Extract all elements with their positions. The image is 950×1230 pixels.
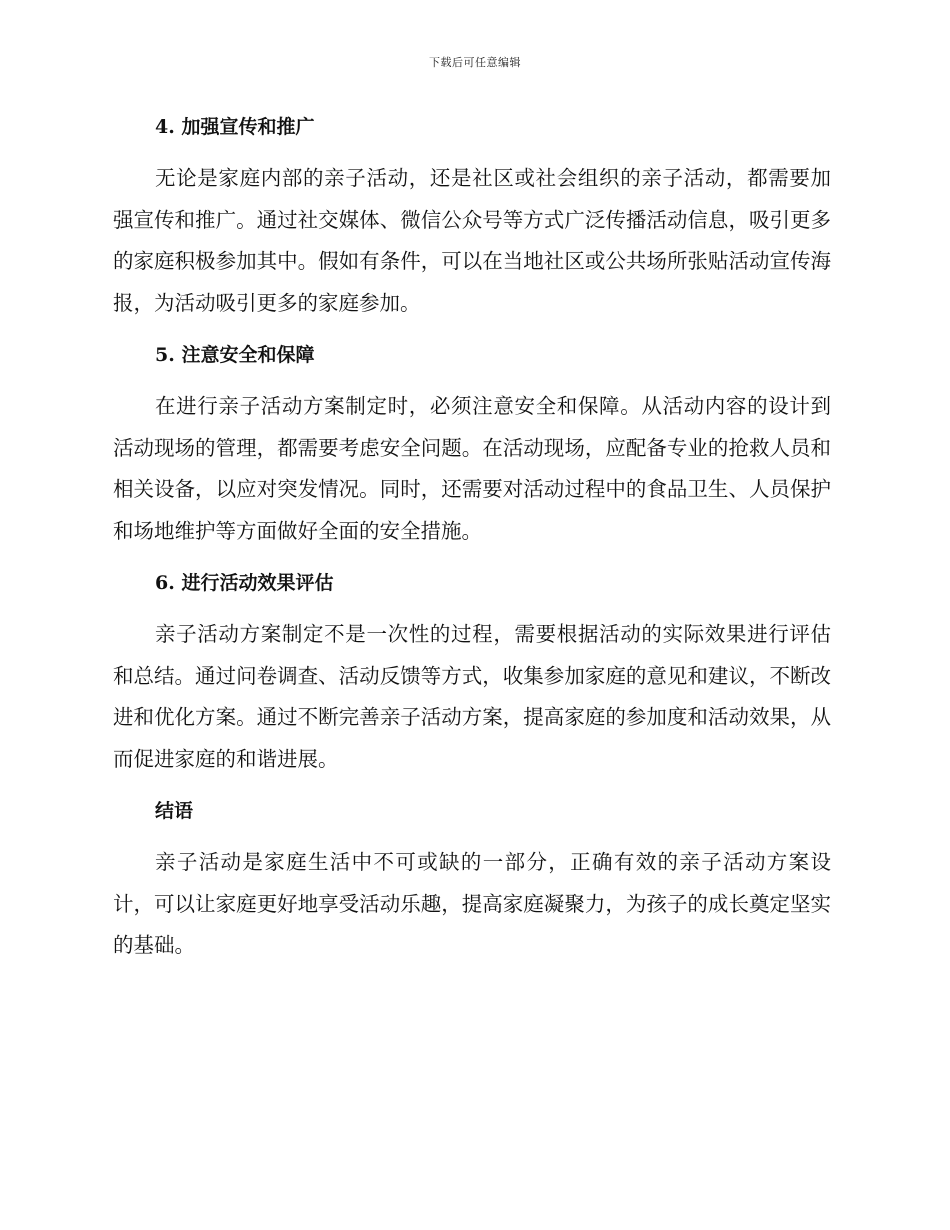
section-heading-6: 6. 进行活动效果评估 [155,572,334,594]
section-paragraph-5: 在进行亲子活动方案制定时，必须注意安全和保障。从活动内容的设计到活动现场的管理，都需要考虑安全问题。在活动现场，应配备专业的抢救人员和相关设备，以应对突发情况。同时，还需要对活动过程中的食品卫生、人员保护和场地维护等方面做好全面的安全措施。 [113,394,831,543]
section-heading-5: 5. 注意安全和保障 [155,344,315,366]
section-heading-4: 4. 加强宣传和推广 [155,116,315,138]
document-body [113,112,831,983]
conclusion-heading: 结语 [155,800,194,822]
conclusion-paragraph: 亲子活动是家庭生活中不可或缺的一部分，正确有效的亲子活动方案设计，可以让家庭更好地享受活动乐趣，提高家庭凝聚力，为孩子的成长奠定坚实的基础。 [113,850,831,957]
header-note: 下载后可任意编辑 [429,56,521,69]
section-paragraph-6: 亲子活动方案制定不是一次性的过程，需要根据活动的实际效果进行评估和总结。通过问卷调查、活动反馈等方式，收集参加家庭的意见和建议，不断改进和优化方案。通过不断完善亲子活动方案，提高家庭的参加度和活动效果，从而促进家庭的和谐进展。 [113,622,831,771]
section-paragraph-4: 无论是家庭内部的亲子活动，还是社区或社会组织的亲子活动，都需要加强宣传和推广。通过社交媒体、微信公众号等方式广泛传播活动信息，吸引更多的家庭积极参加其中。假如有条件，可以在当地社区或公共场所张贴活动宣传海报，为活动吸引更多的家庭参加。 [113,166,831,315]
